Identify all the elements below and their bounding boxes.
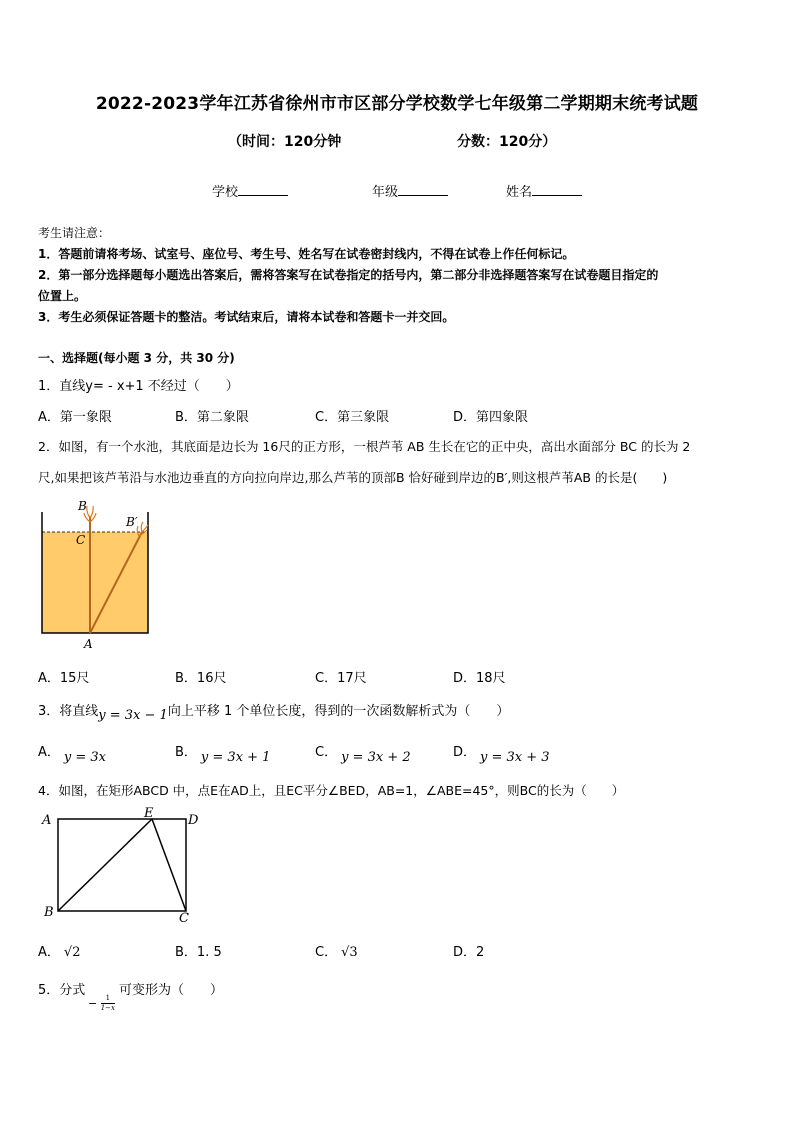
q3-option-c-letter: C．	[315, 745, 338, 760]
q4-option-d-expr: 2	[476, 945, 485, 960]
exam-time: （时间：120分钟	[228, 134, 342, 150]
q5-frac-sign: −	[88, 997, 98, 1010]
q2-option-c: C．17尺	[315, 671, 367, 686]
q5-text	[38, 979, 85, 998]
q4-option-b-expr: 1. 5	[196, 945, 222, 960]
notice-item-2b: 位置上。	[38, 289, 87, 303]
grade-field	[372, 181, 448, 200]
notice-item-3: 3．考生必须保证答题卡的整洁。考试结束后，请将本试卷和答题卡一并交回。	[38, 310, 455, 324]
q4-option-b	[175, 941, 222, 960]
q5-frac-denominator: 1−x	[100, 1004, 115, 1012]
name-label: 姓名	[506, 185, 533, 200]
q5-prefix: 5．分式	[38, 983, 86, 998]
q2-option-d: D．18尺	[453, 671, 506, 686]
q3-option-b	[175, 741, 271, 765]
grade-blank	[398, 183, 448, 196]
label-e: E	[144, 806, 154, 821]
label-a: A	[84, 637, 93, 651]
rect-abcd	[58, 819, 186, 911]
q5-frac-body	[101, 994, 115, 1013]
q4-option-c-letter: C．	[315, 945, 338, 960]
q3-option-a	[38, 741, 107, 765]
label-b: B	[78, 499, 87, 513]
q3-option-c-expr: y = 3x + 2	[341, 750, 411, 765]
q4-option-d-letter: D．	[453, 945, 477, 960]
q2-line-1: 2．如图，有一个水池，其底面是边长为 16尺的正方形，一根芦苇 AB 生长在它的正中央，高出水面部分 BC 的长为 2	[38, 439, 691, 454]
label-c: C	[179, 911, 189, 926]
q3-option-b-expr: y = 3x + 1	[200, 750, 271, 765]
school-field	[212, 181, 288, 200]
q4-option-b-letter: B．	[175, 945, 197, 960]
q3-option-c	[315, 741, 411, 765]
q5-suffix: 可变形为（ ）	[119, 983, 224, 998]
q4-text: 4．如图，在矩形ABCD 中，点E在AD上，且EC平分∠BED，AB=1，∠ABE=45°，则BC的长为（ ）	[38, 783, 625, 798]
q1-option-c: C．第三象限	[315, 410, 390, 425]
exam-score: 分数：120分）	[457, 134, 557, 150]
label-d: D	[188, 813, 199, 828]
label-b: B	[44, 905, 54, 920]
q5-frac-numerator: 1	[101, 994, 115, 1004]
notice-heading: 考生请注意：	[38, 226, 111, 240]
q2-line-2: 尺,如果把该芦苇沿与水池边垂直的方向拉向岸边,那么芦苇的顶部B 恰好碰到岸边的B′,则这根芦苇AB 的长是( )	[38, 470, 668, 485]
grade-label: 年级	[372, 185, 399, 200]
label-a: A	[42, 813, 52, 828]
q1-option-d: D．第四象限	[453, 410, 529, 425]
q3-option-a-expr: y = 3x	[63, 750, 107, 765]
name-blank	[532, 183, 582, 196]
name-field	[506, 181, 582, 200]
notice-item-1: 1．答题前请将考场、试室号、座位号、考生号、姓名写在试卷密封线内，不得在试卷上作任何标记。	[38, 247, 575, 261]
q1-option-a: A．第一象限	[38, 410, 112, 425]
q1-text: 1．直线y= - x+1 不经过（ ）	[38, 379, 239, 394]
q4-option-a-letter: A．	[38, 945, 60, 960]
pond-reed-figure	[30, 496, 160, 654]
rectangle-figure	[36, 806, 206, 926]
school-label: 学校	[212, 185, 239, 200]
q3-option-d-letter: D．	[453, 745, 477, 760]
q3-option-d-expr: y = 3x + 3	[480, 750, 550, 765]
q4-option-d	[453, 941, 484, 960]
q3-text	[38, 700, 510, 723]
q3-option-d	[453, 741, 550, 765]
label-c: C	[76, 533, 86, 547]
q2-option-b: B．16尺	[175, 671, 227, 686]
q3-expression: y = 3x − 1	[98, 708, 168, 723]
school-blank	[238, 183, 288, 196]
segment-ec	[152, 819, 186, 911]
q4-option-c-expr: √3	[341, 945, 358, 960]
pond-water	[42, 532, 148, 633]
q3-prefix: 3．将直线	[38, 704, 99, 719]
q4-option-c	[315, 941, 358, 960]
q3-option-a-letter: A．	[38, 745, 60, 760]
segment-be	[58, 819, 152, 911]
q3-suffix: 向上平移 1 个单位长度，得到的一次函数解析式为（ ）	[167, 704, 510, 719]
q3-option-b-letter: B．	[175, 745, 197, 760]
notice-item-2a: 2．第一部分选择题每小题选出答案后，需将答案写在试卷指定的括号内，第二部分非选择题答案写在试卷题目指定的	[38, 268, 659, 282]
page-title: 2022-2023学年江苏省徐州市市区部分学校数学七年级第二学期期末统考试题	[95, 94, 699, 114]
q5-fraction	[88, 994, 115, 1013]
q4-option-a-expr: √2	[63, 945, 81, 960]
q4-option-a	[38, 941, 80, 960]
q1-option-b: B．第二象限	[175, 410, 249, 425]
q2-option-a: A．15尺	[38, 671, 90, 686]
label-b-prime: B′	[126, 515, 138, 529]
section-heading: 一、选择题(每小题 3 分，共 30 分)	[38, 351, 235, 365]
